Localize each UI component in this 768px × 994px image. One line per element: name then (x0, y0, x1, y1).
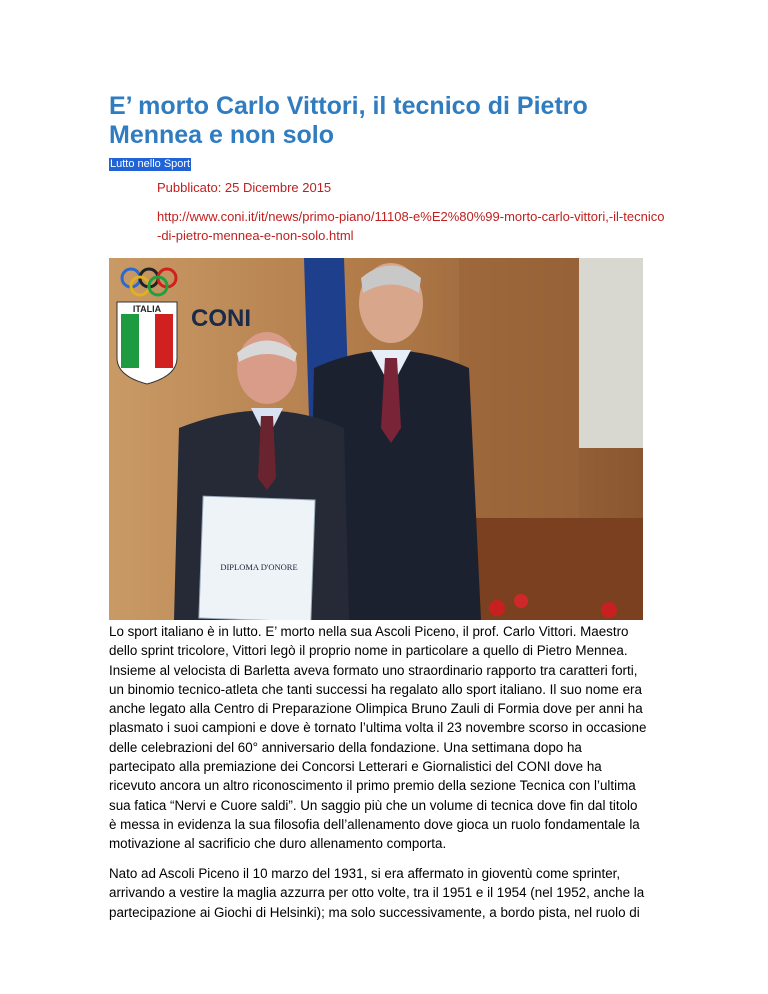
text-line: un binomio tecnico-atleta che tanti successi ha regalato allo sport italiano. Il suo nome era (109, 681, 642, 697)
diploma (199, 496, 315, 620)
text-line: Nato ad Ascoli Piceno il 10 marzo del 1931, si era affermato in gioventù come sprinter, (109, 866, 621, 881)
article-photo (109, 258, 643, 620)
text-line: plasmato i suoi campioni e dove è tornato l’ultima volta il 23 novembre scorso in occasione (109, 720, 647, 736)
text-line: anche legato alla Centro di Preparazione Olimpica Bruno Zauli di Formia dove per anni ha (109, 701, 643, 717)
text-line: arrivando a vestire la maglia azzurra per otto volte, tra il 1951 e il 1954 (nel 1952, anche la (109, 885, 645, 901)
window (579, 258, 643, 448)
diploma-title: DIPLOMA D'ONORE (220, 562, 298, 572)
shield-text: ITALIA (132, 304, 162, 314)
text-line: dello sprint tricolore, Vittori legò il proprio nome in particolare a quello di Pietro Mennea. (109, 643, 628, 659)
text-line: motivazione al sacrificio che duro allenamento comporta. (109, 836, 447, 852)
photo-illustration (109, 258, 643, 620)
body-paragraph-2 (109, 864, 669, 922)
body-paragraph-1 (109, 622, 669, 854)
coni-logo-text: CONI (191, 305, 251, 332)
text-line: Lo sport italiano è in lutto. E’ morto nella sua Ascoli Piceno, il prof. Carlo Vittori. Maestro (109, 624, 629, 639)
article-title: E’ morto Carlo Vittori, il tecnico di Pietro Mennea e non solo (109, 92, 588, 149)
text-line: sua fatica “Nervi e Cuore saldi”. Un saggio più che un volume di tecnica dove fin dal titolo (109, 797, 638, 813)
category-tag-link[interactable]: Lutto nello Sport (110, 158, 191, 170)
text-line: Insieme al velocista di Barletta aveva formato uno straordinario rapporto tra caratteri forti, (109, 662, 638, 678)
source-url-link[interactable]: http://www.coni.it/it/news/primo-piano/11108-e%E2%80%99-morto-carlo-vittori,-il-tecnico-di-pietro-mennea-e-non-solo.html (157, 209, 665, 243)
text-line: delle celebrazioni del 60° anniversario della fondazione. Una settimana dopo ha (109, 739, 582, 755)
text-line: è messa in evidenza la sua filosofia dell’allenamento dove gioca un ruolo fondamentale la (109, 816, 640, 832)
italia-shield-icon (117, 302, 177, 384)
text-line: partecipazione ai Giochi di Helsinki); ma solo successivamente, a bordo pista, nel ruolo di (109, 904, 640, 920)
text-line: partecipato alla premiazione dei Concorsi Letterari e Giornalistici del CONI dove ha (109, 759, 602, 775)
publish-date: Pubblicato: 25 Dicembre 2015 (157, 180, 332, 195)
text-line: ricevuto ancora un altro riconoscimento il primo premio della sezione Tecnica con l’ultima (109, 778, 636, 794)
